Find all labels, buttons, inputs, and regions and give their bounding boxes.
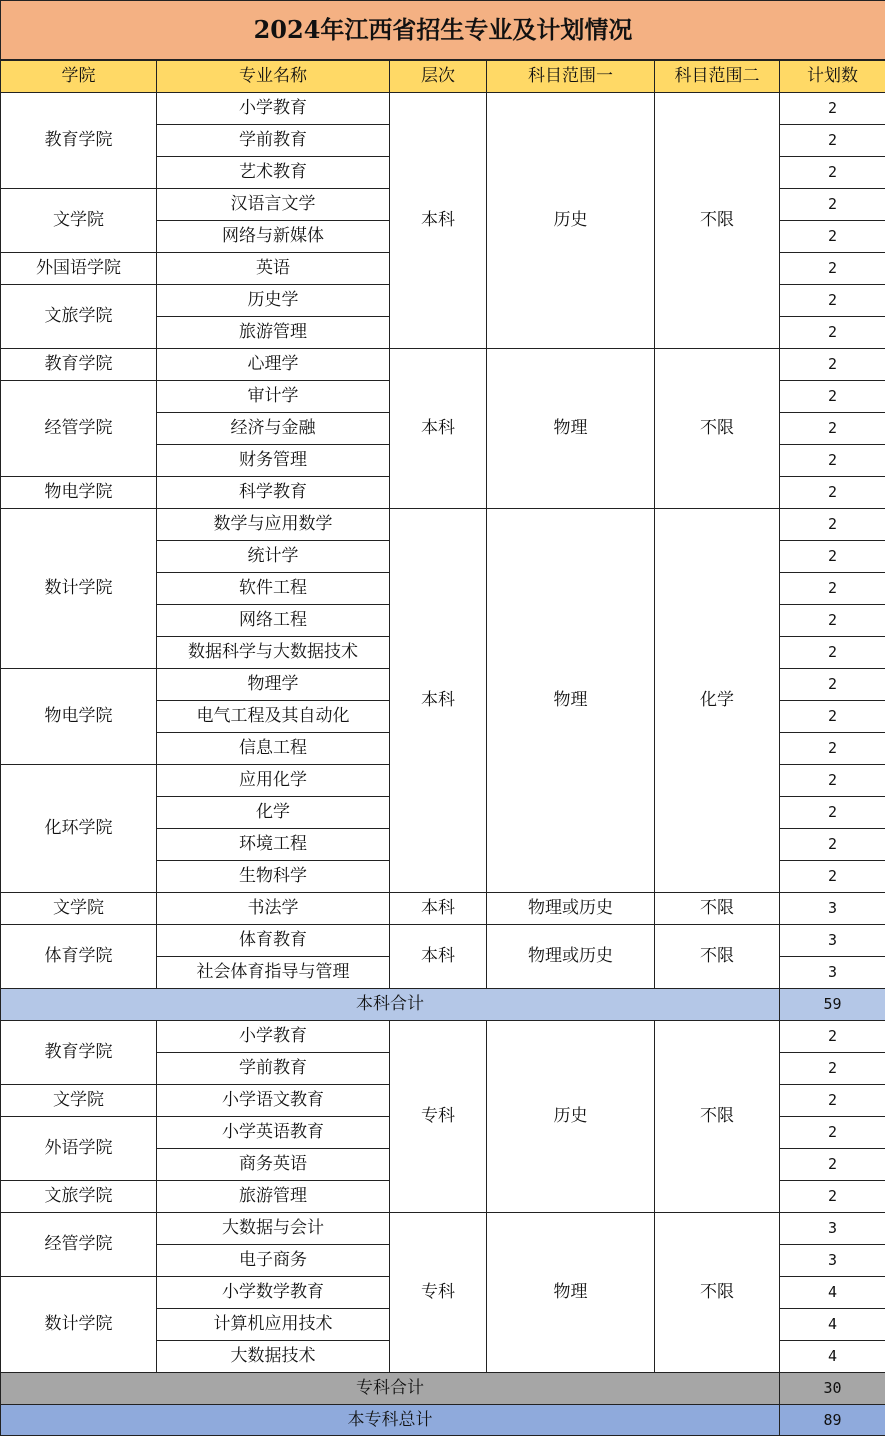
subject-two-cell: 不限 (655, 893, 780, 925)
subtotal-row (1, 989, 885, 1021)
subject-one-cell: 物理 (487, 509, 655, 893)
major-cell: 英语 (157, 253, 390, 285)
major-cell: 网络工程 (157, 605, 390, 637)
subject-two-cell: 不限 (655, 93, 780, 349)
major-cell: 艺术教育 (157, 157, 390, 189)
plan-count-cell: 2 (780, 317, 885, 349)
plan-count-cell: 2 (780, 349, 885, 381)
college-cell: 体育学院 (1, 925, 157, 989)
college-cell: 文旅学院 (1, 285, 157, 349)
plan-count-cell: 2 (780, 125, 885, 157)
table-body (1, 93, 885, 1436)
college-cell: 教育学院 (1, 349, 157, 381)
major-cell: 应用化学 (157, 765, 390, 797)
major-cell: 经济与金融 (157, 413, 390, 445)
major-cell: 小学教育 (157, 93, 390, 125)
subtotal-value: 59 (780, 989, 885, 1021)
plan-count-cell: 2 (780, 669, 885, 701)
college-cell: 物电学院 (1, 669, 157, 765)
major-cell: 信息工程 (157, 733, 390, 765)
major-cell: 书法学 (157, 893, 390, 925)
plan-count-cell: 2 (780, 733, 885, 765)
plan-count-cell: 2 (780, 1149, 885, 1181)
major-cell: 学前教育 (157, 125, 390, 157)
level-cell: 本科 (390, 893, 487, 925)
subject-two-cell: 不限 (655, 925, 780, 989)
subject-two-cell: 不限 (655, 1021, 780, 1213)
major-cell: 网络与新媒体 (157, 221, 390, 253)
subject-one-cell: 历史 (487, 93, 655, 349)
plan-count-cell: 3 (780, 957, 885, 989)
subtotal-label: 本专科总计 (1, 1405, 780, 1436)
plan-count-cell: 3 (780, 1245, 885, 1277)
subtotal-value: 89 (780, 1405, 885, 1436)
header-level: 层次 (390, 60, 487, 93)
header-subject-two: 科目范围二 (655, 60, 780, 93)
plan-count-cell: 2 (780, 573, 885, 605)
major-cell: 体育教育 (157, 925, 390, 957)
major-cell: 大数据技术 (157, 1341, 390, 1373)
major-cell: 社会体育指导与管理 (157, 957, 390, 989)
major-cell: 数据科学与大数据技术 (157, 637, 390, 669)
college-cell: 外国语学院 (1, 253, 157, 285)
plan-count-cell: 4 (780, 1277, 885, 1309)
college-cell: 教育学院 (1, 93, 157, 189)
major-cell: 软件工程 (157, 573, 390, 605)
plan-count-cell: 2 (780, 1053, 885, 1085)
table-row (1, 1213, 885, 1245)
college-cell: 文学院 (1, 189, 157, 253)
college-cell: 化环学院 (1, 765, 157, 893)
plan-count-cell: 2 (780, 157, 885, 189)
level-cell: 本科 (390, 925, 487, 989)
major-cell: 化学 (157, 797, 390, 829)
major-cell: 历史学 (157, 285, 390, 317)
plan-count-cell: 2 (780, 253, 885, 285)
subject-two-cell: 不限 (655, 1213, 780, 1373)
plan-count-cell: 2 (780, 189, 885, 221)
level-cell: 专科 (390, 1213, 487, 1373)
table-row (1, 93, 885, 125)
college-cell: 经管学院 (1, 381, 157, 477)
subtotal-value: 30 (780, 1373, 885, 1405)
major-cell: 环境工程 (157, 829, 390, 861)
level-cell: 本科 (390, 509, 487, 893)
major-cell: 电气工程及其自动化 (157, 701, 390, 733)
plan-count-cell: 2 (780, 93, 885, 125)
major-cell: 小学语文教育 (157, 1085, 390, 1117)
header-major: 专业名称 (157, 60, 390, 93)
major-cell: 旅游管理 (157, 317, 390, 349)
plan-count-cell: 2 (780, 413, 885, 445)
plan-count-cell: 2 (780, 1085, 885, 1117)
header-plan-count: 计划数 (780, 60, 885, 93)
subject-one-cell: 物理 (487, 349, 655, 509)
subject-one-cell: 物理或历史 (487, 925, 655, 989)
major-cell: 小学英语教育 (157, 1117, 390, 1149)
plan-count-cell: 2 (780, 829, 885, 861)
college-cell: 教育学院 (1, 1021, 157, 1085)
level-cell: 本科 (390, 93, 487, 349)
college-cell: 数计学院 (1, 509, 157, 669)
header-subject-one: 科目范围一 (487, 60, 655, 93)
major-cell: 大数据与会计 (157, 1213, 390, 1245)
major-cell: 数学与应用数学 (157, 509, 390, 541)
header-college: 学院 (1, 60, 157, 93)
major-cell: 财务管理 (157, 445, 390, 477)
plan-count-cell: 2 (780, 509, 885, 541)
plan-count-cell: 2 (780, 1181, 885, 1213)
plan-count-cell: 2 (780, 445, 885, 477)
plan-count-cell: 3 (780, 925, 885, 957)
table-row (1, 893, 885, 925)
major-cell: 统计学 (157, 541, 390, 573)
major-cell: 生物科学 (157, 861, 390, 893)
plan-count-cell: 3 (780, 1213, 885, 1245)
plan-count-cell: 3 (780, 893, 885, 925)
plan-count-cell: 2 (780, 285, 885, 317)
major-cell: 学前教育 (157, 1053, 390, 1085)
table-row (1, 1021, 885, 1053)
plan-count-cell: 4 (780, 1309, 885, 1341)
plan-count-cell: 2 (780, 1021, 885, 1053)
major-cell: 汉语言文学 (157, 189, 390, 221)
table-row (1, 925, 885, 957)
header-row (1, 60, 885, 93)
major-cell: 心理学 (157, 349, 390, 381)
plan-count-cell: 2 (780, 765, 885, 797)
subject-one-cell: 物理 (487, 1213, 655, 1373)
major-cell: 物理学 (157, 669, 390, 701)
plan-count-cell: 2 (780, 1117, 885, 1149)
subtotal-label: 本科合计 (1, 989, 780, 1021)
plan-count-cell: 2 (780, 605, 885, 637)
college-cell: 文学院 (1, 893, 157, 925)
major-cell: 电子商务 (157, 1245, 390, 1277)
level-cell: 本科 (390, 349, 487, 509)
plan-count-cell: 2 (780, 221, 885, 253)
major-cell: 审计学 (157, 381, 390, 413)
subtotal-row (1, 1373, 885, 1405)
college-cell: 数计学院 (1, 1277, 157, 1373)
plan-count-cell: 2 (780, 861, 885, 893)
subject-one-cell: 物理或历史 (487, 893, 655, 925)
college-cell: 文学院 (1, 1085, 157, 1117)
subtotal-row (1, 1405, 885, 1436)
major-cell: 科学教育 (157, 477, 390, 509)
major-cell: 小学数学教育 (157, 1277, 390, 1309)
subject-one-cell: 历史 (487, 1021, 655, 1213)
plan-count-cell: 2 (780, 541, 885, 573)
table-row (1, 509, 885, 541)
college-cell: 经管学院 (1, 1213, 157, 1277)
major-cell: 旅游管理 (157, 1181, 390, 1213)
subject-two-cell: 化学 (655, 509, 780, 893)
table-title: 2024年江西省招生专业及计划情况 (1, 1, 885, 61)
table-row (1, 349, 885, 381)
level-cell: 专科 (390, 1021, 487, 1213)
college-cell: 物电学院 (1, 477, 157, 509)
major-cell: 小学教育 (157, 1021, 390, 1053)
plan-count-cell: 4 (780, 1341, 885, 1373)
college-cell: 外语学院 (1, 1117, 157, 1181)
major-cell: 计算机应用技术 (157, 1309, 390, 1341)
plan-count-cell: 2 (780, 797, 885, 829)
subject-two-cell: 不限 (655, 349, 780, 509)
plan-count-cell: 2 (780, 637, 885, 669)
college-cell: 文旅学院 (1, 1181, 157, 1213)
major-cell: 商务英语 (157, 1149, 390, 1181)
plan-count-cell: 2 (780, 381, 885, 413)
plan-count-cell: 2 (780, 701, 885, 733)
plan-count-cell: 2 (780, 477, 885, 509)
subtotal-label: 专科合计 (1, 1373, 780, 1405)
